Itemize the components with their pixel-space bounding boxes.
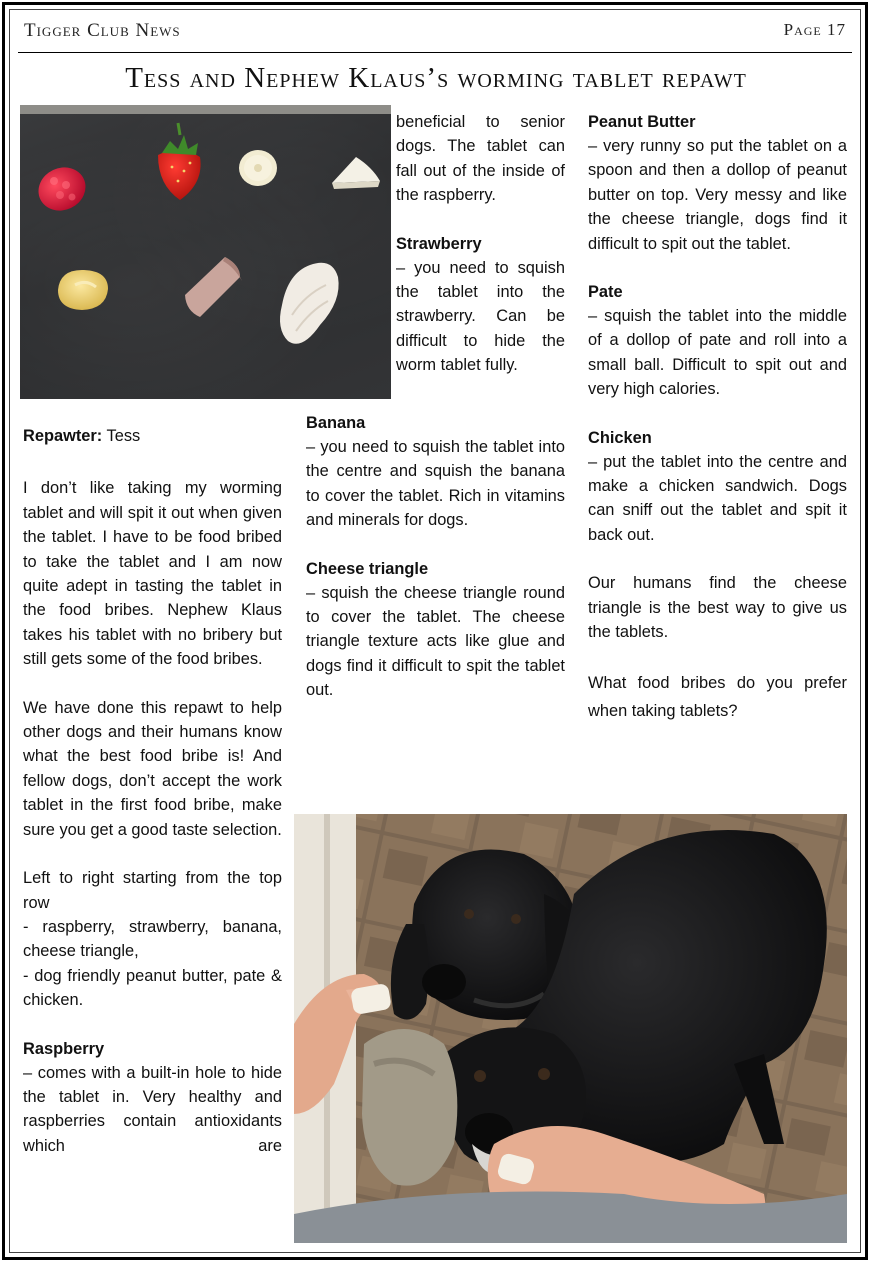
banana-heading: Banana xyxy=(306,414,366,432)
column-1 xyxy=(23,424,282,1182)
header-divider xyxy=(18,52,852,53)
order-row-1: - raspberry, strawberry, banana, cheese triangle, xyxy=(23,917,282,961)
newsletter-name: Tigger Club News xyxy=(24,20,181,41)
chicken-item xyxy=(280,263,339,344)
food-items-illustration xyxy=(20,105,391,399)
question-paragraph: What food bribes do you prefer when taking tablets? xyxy=(588,673,847,720)
column-2-lower xyxy=(306,411,565,727)
pate-text: – squish the tablet into the middle of a dollop of pate and roll into a small ball. Difficult to spit out and very high calories. xyxy=(588,307,847,399)
page-number: Page 17 xyxy=(783,20,846,39)
banana-text: – you need to squish the tablet into the centre and squish the banana to cover the tablet. Rich in vitamins and minerals for dogs. xyxy=(306,438,565,530)
plush-toy xyxy=(362,1029,457,1186)
strawberry-item xyxy=(158,123,201,200)
banana-item xyxy=(239,150,277,186)
order-intro: Left to right starting from the top row xyxy=(23,869,282,912)
cheese-triangle-text: – squish the cheese triangle round to cover the tablet. The cheese triangle texture acts like glue and dogs find it difficult to spit the tablet out. xyxy=(306,583,565,700)
raspberry-text: – comes with a built-in hole to hide the tablet in. Very healthy and raspberries contain antioxidants which are xyxy=(23,1063,282,1155)
dogs-illustration xyxy=(294,814,847,1243)
repawter-line xyxy=(23,424,282,448)
strawberry-heading: Strawberry xyxy=(396,234,482,253)
cheese-triangle-heading: Cheese triangle xyxy=(306,559,429,578)
column-3 xyxy=(588,110,847,749)
food-bribes-photo xyxy=(20,105,391,399)
repawter-name: Tess xyxy=(102,427,141,445)
pate-heading: Pate xyxy=(588,283,623,302)
peanut-butter-text: – very runny so put the tablet on a spoon and then a dollop of peanut butter on top. Very messy and like the cheese triangle, dogs find it difficult to spit out the tablet. xyxy=(588,137,847,253)
chicken-text: – put the tablet into the centre and make a chicken sandwich. Dogs can sniff out the tablet and spit it back out. xyxy=(588,452,847,544)
repawter-label: Repawter: xyxy=(23,427,103,445)
raspberry-continued: beneficial to senior dogs. The tablet can fall out of the inside of the raspberry. xyxy=(396,113,565,205)
raspberry-item xyxy=(31,160,92,218)
cheese-triangle-item xyxy=(332,157,380,189)
purpose-paragraph: We have done this repawt to help other dogs and their humans know what the best food bribe is! And fellow dogs, don’t accept the work tablet in the first food bribe, make sure you get a good taste selection. xyxy=(23,698,282,839)
pate-item xyxy=(185,257,242,317)
dogs-photo xyxy=(294,814,847,1243)
strawberry-text: – you need to squish the tablet into the strawberry. Can be difficult to hide the worm tablet fully. xyxy=(396,258,565,375)
article-title: Tess and Nephew Klaus’s worming tablet repawt xyxy=(125,62,747,94)
column-2-upper xyxy=(396,110,565,402)
raspberry-heading: Raspberry xyxy=(23,1039,105,1058)
order-row-2: - dog friendly peanut butter, pate & chicken. xyxy=(23,966,282,1010)
chicken-heading: Chicken xyxy=(588,428,652,447)
peanut-butter-item xyxy=(58,270,108,310)
peanut-butter-heading: Peanut Butter xyxy=(588,113,696,131)
order-paragraph xyxy=(23,866,282,1012)
conclusion-paragraph: Our humans find the cheese triangle is the best way to give us the tablets. xyxy=(588,574,847,642)
intro-paragraph: I don’t like taking my worming tablet and will spit it out when given the tablet. I have to be food bribed to take the tablet and I am now quite adept in tasting the tablet in the food bribes. Nephew Klaus takes his tablet with no bribery but still gets some of the food bribes. xyxy=(23,479,282,669)
page-header xyxy=(22,20,848,46)
